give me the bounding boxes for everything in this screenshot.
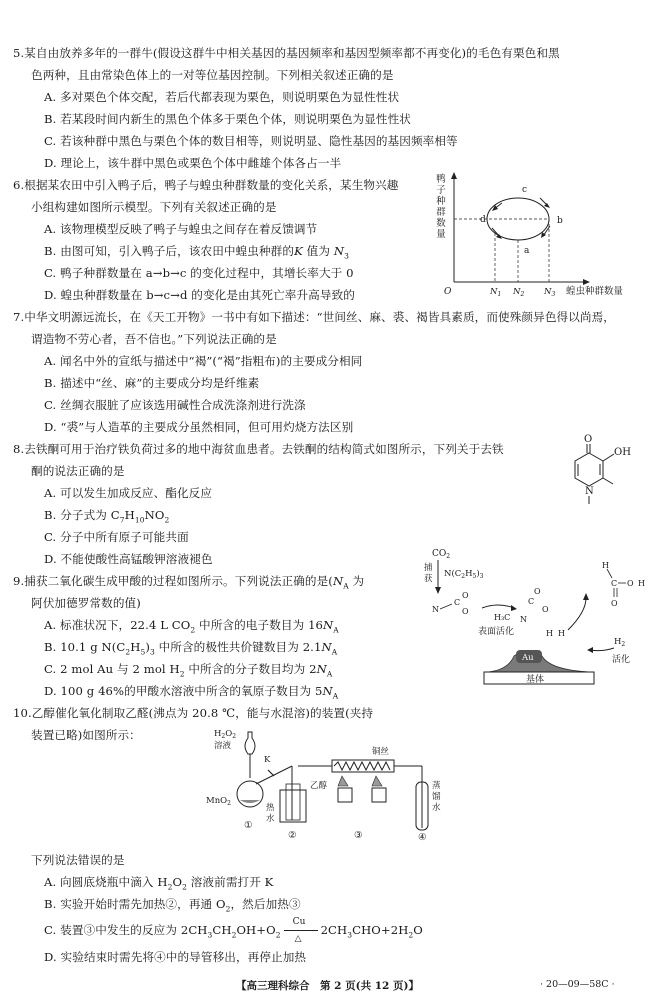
- q9-fig-h-b: H: [558, 629, 565, 638]
- q9-option-b-sub1: 2: [125, 647, 131, 657]
- q10-fig-solution: 溶液: [214, 741, 232, 751]
- q10-option-b-text: B. 实验开始时需先加热②，再通 O: [44, 897, 226, 911]
- q9-fig-h3c: H₃C: [494, 613, 511, 622]
- q10-option-c-sub3: 2: [275, 930, 281, 940]
- q9-fig-au-label: Au: [522, 653, 534, 663]
- q10-fig-round-flask: [237, 781, 263, 807]
- q6-y-arrow: [451, 172, 457, 179]
- q10-option-c-oh: OH+O: [236, 923, 276, 937]
- q9-fig-amine-sub3: 3: [479, 573, 484, 580]
- q6-option-b-text: B. 由图可知，引入鸭子后，该农田中蝗虫种群的: [44, 244, 295, 258]
- q6-option-b-n: N: [333, 244, 345, 258]
- q9-fig-capture-char: 获: [424, 574, 433, 584]
- q8-option-b-sub-c: 7: [119, 515, 125, 525]
- q9-option-b: [44, 639, 337, 655]
- q6-origin-label: O: [444, 287, 452, 297]
- q10-lead: 下列说法错误的是: [31, 853, 125, 867]
- q9-fig-h2-arrow: [590, 648, 614, 651]
- q9-co2-capture-figure: [418, 542, 646, 684]
- q9-option-b-paren: ): [145, 640, 150, 654]
- q8-option-b-sub-o: 2: [164, 515, 170, 525]
- q9-fig-int1-bond: [440, 604, 452, 609]
- footer-page-info: 【高三理科综合 第 2 页(共 12 页)】: [236, 980, 419, 992]
- q6-arrowhead-b: [544, 203, 550, 208]
- q10-fig-h2o2-o: O: [225, 729, 233, 739]
- q10-fig-distilled-char: 蒸: [432, 781, 441, 791]
- q9-stem-line1: [13, 573, 364, 589]
- q9-fig-amine-sub2: 5: [472, 573, 477, 580]
- page-footer: [0, 976, 652, 996]
- q8-option-b-text: B. 分子式为 C: [44, 508, 120, 522]
- q8-option-b-h: H: [124, 508, 135, 522]
- q10-fig-hot-water-bath: [280, 790, 306, 822]
- q9-fig-co2-sub: 2: [446, 553, 451, 560]
- q6-tick-n2-sub: 2: [520, 291, 525, 298]
- q9-fig-product-arrow: [568, 598, 586, 630]
- q6-tick-n1-n: N: [490, 287, 498, 297]
- q9-option-b-text: B. 10.1 g N(C: [44, 640, 126, 654]
- q6-tick-n1-sub: 1: [497, 291, 502, 298]
- q10-fig-h2o2-sub2: 2: [232, 733, 237, 740]
- q8-oh-bond: [603, 454, 614, 461]
- q6-option-c: C. 鸭子种群数量在 a→b→c 的变化过程中，其增长率大于 0: [44, 266, 354, 280]
- q9-stem-text: 9.捕获二氧化碳生成甲酸的过程如图所示。下列说法正确的是(: [13, 574, 333, 588]
- q9-fig-surface-label: 表面活化: [478, 627, 515, 637]
- q10-fig-copper-label: 铜丝: [372, 747, 390, 757]
- q9-fig-h-a: H: [546, 629, 553, 638]
- q10-option-c-text: C. 装置③中发生的反应为 2CH: [44, 923, 208, 937]
- q9-fig-c2: C: [528, 597, 535, 606]
- q10-fig-mno2-text: MnO: [206, 796, 228, 806]
- q6-tick-n2-n: N: [513, 287, 521, 297]
- q9-fig-co2: [432, 549, 450, 560]
- q10-fig-distilled-char: 馏: [432, 792, 441, 802]
- q6-y-label-char: 数: [436, 218, 446, 229]
- q9-fig-h2: [614, 637, 625, 648]
- q9-stem-line2: 阿伏加德罗常数的值): [31, 596, 141, 610]
- q8-option-c: C. 分子中所有原子可能共面: [44, 530, 189, 544]
- q6-tick-n3-n: N: [544, 287, 552, 297]
- q10-fig-h2o2: [214, 729, 236, 740]
- q10-fig-k-clamp: [268, 770, 274, 776]
- q10-fig-mno2-solid: [240, 800, 260, 803]
- q8-option-b-sub-h: 10: [134, 515, 145, 525]
- q6-point-c: c: [522, 185, 528, 195]
- q10-fig-label-2: ②: [288, 830, 297, 841]
- q10-fig-mno2-sub: 2: [227, 800, 231, 807]
- q6-y-label-char: 群: [436, 207, 446, 218]
- q6-tick-n2: [512, 287, 524, 298]
- q7-option-a: A. 闻名中外的宣纸与描述中“褐”(“褐”指粗布)的主要成分相同: [44, 354, 363, 368]
- q7-option-b: B. 描述中“丝、麻”的主要成分均是纤维素: [44, 376, 260, 390]
- q9-option-d: [44, 683, 338, 699]
- q9-fig-o4: O: [542, 605, 549, 614]
- q8-hydroxyl: OH: [614, 447, 631, 458]
- q6-option-d: D. 蝗虫种群数量在 b→c→d 的变化是由其死亡率升高导致的: [44, 288, 355, 302]
- q8-structure-figure: [560, 428, 640, 508]
- q9-fig-intermediate1-c: C: [454, 598, 461, 607]
- q9-fig-formic-bond1: [607, 569, 612, 578]
- q6-option-a: A. 该物理模型反映了鸭子与蝗虫之间存在着反馈调节: [44, 222, 318, 236]
- q10-option-a-o: O: [172, 875, 183, 889]
- q9-fig-formic-c: C: [611, 579, 618, 588]
- q10-apparatus-figure: [202, 724, 442, 844]
- q5-option-d: D. 理论上，该牛群中黑色或栗色个体中雌雄个体各占一半: [44, 156, 342, 170]
- q6-option-b: [44, 243, 349, 259]
- q9-option-d-n-sub: A: [332, 691, 339, 701]
- q9-fig-formic-h: H: [602, 561, 609, 570]
- q9-fig-amine-paren: ): [476, 569, 480, 579]
- q6-arrowhead-c: [492, 205, 498, 211]
- q5-stem-line1: 5.某自由放养多年的一群牛(假设这群牛中相关基因的基因频率和基因型频率都不再变化)的毛色有栗色和黑: [13, 46, 560, 60]
- q9-fig-amine: [444, 568, 484, 580]
- q7-stem-line1: 7.中华文明源远流长，在《天工开物》一书中有如下描述：“世间丝、麻、裘、褐皆具素质，而使殊颜异色得以尚焉，: [13, 310, 615, 324]
- q6-tick-n3-sub: 3: [551, 291, 556, 298]
- q10-option-a-sub2: 2: [182, 882, 187, 892]
- q5-option-a: A. 多对栗色个体交配，若后代都表现为栗色，则说明栗色为显性性状: [44, 90, 400, 104]
- q9-fig-product-arrowhead: [583, 593, 589, 600]
- q8-stem-line1: 8.去铁酮可用于治疗铁负荷过多的地中海贫血患者。去铁酮的结构简式如图所示，下列关于去铁: [13, 442, 504, 456]
- q10-option-c-sub5: 2: [408, 930, 414, 940]
- q9-fig-base-label: 基体: [526, 675, 545, 685]
- q9-fig-n2: N: [520, 615, 527, 624]
- q9-fig-capture-arrowhead: [435, 587, 441, 594]
- q10-option-a-end: 溶液前需打开 K: [186, 875, 274, 889]
- q9-fig-formic-o1: O: [627, 579, 634, 588]
- q10-fig-distilled-char: 水: [432, 803, 441, 813]
- q9-option-a-sub: 2: [190, 625, 196, 635]
- q10-fig-gas-tube1: [256, 766, 292, 784]
- q9-option-a-mid: 中所含的电子数目为 16: [195, 618, 324, 632]
- q10-option-b-sub: 2: [225, 904, 231, 914]
- q10-fig-burner2: [372, 788, 386, 802]
- q6-y-label-char: 鸭: [436, 174, 446, 185]
- q10-option-c-sub2: 2: [231, 930, 237, 940]
- q10-fig-mno2: [206, 796, 231, 807]
- q10-option-a: [44, 874, 273, 890]
- q9-fig-intermediate1-o: O: [462, 591, 469, 600]
- q10-option-c-ch2: CH: [212, 923, 232, 937]
- q6-y-label-char: 种: [436, 196, 446, 207]
- q8-option-d: D. 不能使酸性高锰酸钾溶液褪色: [44, 552, 213, 566]
- q10-option-c-cho: CHO+2H: [352, 923, 409, 937]
- q8-pyridinone-ring: [575, 453, 603, 486]
- q9-option-d-text: D. 100 g 46%的甲酸水溶液中所含的氧原子数目为 5: [44, 684, 323, 698]
- q10-fig-ethanol-tube: [286, 784, 300, 820]
- q10-option-c-sub4: 3: [347, 930, 353, 940]
- q10-option-c-catalyst: Cu: [292, 917, 306, 927]
- q10-fig-ethanol-label: 乙醇: [310, 781, 328, 791]
- q9-option-a-n: N: [323, 618, 334, 632]
- q9-fig-surface-arrow: [482, 605, 514, 608]
- q9-fig-o3: O: [534, 587, 541, 596]
- q10-fig-label-1: ①: [244, 820, 253, 831]
- q9-option-c-text: C. 2 mol Au 与 2 mol H: [44, 662, 180, 676]
- q5-stem-line2: 色两种，且由常染色体上的一对等位基因控制。下列相关叙述正确的是: [31, 68, 394, 82]
- q8-stem-line2: 酮的说法正确的是: [31, 464, 125, 478]
- q10-fig-hot-water-char: 水: [266, 814, 275, 824]
- q10-option-d: D. 实验结束时需先将④中的导管移出，再停止加热: [44, 950, 307, 964]
- q9-option-c-n: N: [316, 662, 327, 676]
- q6-option-b-n-sub: 3: [344, 251, 349, 261]
- q10-option-c-condition-arrow: [284, 917, 318, 944]
- q9-option-c-mid: 中所含的分子数目均为 2: [184, 662, 317, 676]
- q9-option-a: [44, 617, 339, 633]
- q9-stem-end: 为: [348, 574, 365, 588]
- q10-option-a-sub1: 2: [167, 882, 173, 892]
- q9-option-b-mid: 中所含的极性共价键数目为 2.1: [154, 640, 322, 654]
- q9-fig-co2-text: CO: [432, 549, 447, 559]
- q10-option-c: [44, 917, 423, 944]
- q6-point-d: d: [480, 215, 486, 225]
- q9-option-b-h: H: [130, 640, 141, 654]
- q9-fig-intermediate1-o2: O: [462, 607, 469, 616]
- q9-fig-surface-arrowhead: [511, 605, 517, 611]
- q9-option-a-n-sub: A: [333, 625, 339, 635]
- q9-option-b-n-sub: A: [331, 647, 338, 657]
- q8-option-b-no: NO: [144, 508, 165, 522]
- q6-tick-n3: [543, 287, 555, 298]
- q10-fig-h2o2-h: H: [214, 729, 222, 739]
- q5-option-b: B. 若某段时间内新生的黑色个体多于栗色个体，则说明栗色为显性性状: [44, 112, 412, 126]
- q10-option-c-sub1: 3: [207, 930, 213, 940]
- q8-nitrogen: N: [585, 486, 594, 497]
- q6-y-label: [436, 173, 446, 240]
- q9-fig-activate-label: 活化: [612, 655, 631, 665]
- q9-option-b-n: N: [321, 640, 332, 654]
- q8-carbonyl-o: O: [584, 434, 593, 445]
- q6-x-arrow: [583, 279, 590, 285]
- q10-fig-burner1-flame: [338, 776, 348, 786]
- q10-fig-label-4: ④: [418, 832, 427, 843]
- q9-fig-amine-n: N(C: [444, 569, 462, 579]
- q9-fig-capture-char: 捕: [424, 563, 433, 573]
- q9-option-a-text: A. 标准状况下，22.4 L CO: [44, 618, 191, 632]
- q9-fig-amine-h: H: [465, 569, 473, 579]
- q10-fig-k-label: K: [264, 755, 271, 765]
- q7-option-c: C. 丝绸衣服脏了应该选用碱性合成洗涤剂进行洗涤: [44, 398, 306, 412]
- q9-option-c-sub: 2: [179, 669, 185, 679]
- q9-fig-formic-o2: O: [611, 599, 618, 608]
- q6-y-label-char: 子: [436, 185, 446, 196]
- q10-fig-hot-water-char: 热: [266, 803, 275, 813]
- q10-stem-line2: 装置已略)如图所示：: [31, 728, 141, 742]
- q9-fig-h2-sub: 2: [621, 641, 626, 648]
- q8-option-a: A. 可以发生加成反应、酯化反应: [44, 486, 213, 500]
- q5-option-c: C. 若该种群中黑色与栗色个体的数目相等，则说明显、隐性基因的基因频率相等: [44, 134, 458, 148]
- q10-option-b: [44, 896, 301, 912]
- q9-option-c-n-sub: A: [326, 669, 333, 679]
- q10-fig-dropping-funnel: [245, 732, 255, 754]
- q10-option-b-end: ，然后加热③: [230, 897, 301, 911]
- q10-fig-combustion-tube: [332, 760, 394, 772]
- q8-option-b: [44, 507, 169, 523]
- footer-code: · 20—09—58C ·: [540, 979, 615, 990]
- q10-fig-label-3: ③: [354, 830, 363, 841]
- q10-option-c-heat: △: [294, 934, 302, 944]
- q9-option-b-sub2: 5: [140, 647, 146, 657]
- q8-methyl-bond: [603, 478, 613, 484]
- q6-point-b: b: [557, 216, 563, 226]
- q9-fig-formic-h2: H: [638, 579, 645, 588]
- q9-fig-amine-sub1: 2: [461, 573, 466, 580]
- q9-stem-na: N: [332, 574, 344, 588]
- q6-y-label-char: 量: [436, 229, 446, 240]
- q6-stem-line1: 6.根据某农田中引入鸭子后，鸭子与蝗虫种群数量的变化关系，某生物兴趣: [13, 178, 399, 192]
- q10-fig-h2o2-sub1: 2: [221, 733, 226, 740]
- q10-fig-burner1: [338, 788, 352, 802]
- q9-option-c: [44, 661, 332, 677]
- q10-option-a-text: A. 向圆底烧瓶中滴入 H: [44, 875, 168, 889]
- q9-option-d-n: N: [322, 684, 333, 698]
- q9-stem-na-sub: A: [343, 581, 349, 591]
- q10-option-c-product: 2CH: [320, 923, 348, 937]
- q10-stem-line1: 10.乙醇催化氧化制取乙醛(沸点为 20.8 ℃，能与水混溶)的装置(夹持: [13, 706, 374, 720]
- q6-tick-n1: [489, 287, 501, 298]
- q7-option-d: D. “裘”与人造革的主要成分虽然相同，但可用灼烧方法区别: [44, 420, 354, 434]
- q10-fig-burner2-flame: [372, 776, 382, 786]
- q9-fig-intermediate1-n: N: [432, 605, 439, 614]
- q9-fig-h2-arrowhead: [587, 647, 593, 653]
- q10-option-c-o: O: [413, 923, 423, 937]
- q7-stem-line2: 谓造物不劳心者，吾不信也。”下列说法正确的是: [31, 332, 277, 346]
- q6-option-b-k: K: [294, 244, 303, 258]
- q6-model-figure: [428, 170, 643, 300]
- q9-option-b-sub3: 3: [149, 647, 155, 657]
- q6-x-label: 蝗虫种群数量: [566, 286, 624, 297]
- q6-option-b-mid: 值为: [302, 244, 334, 258]
- q6-stem-line2: 小组构建如图所示模型。下列有关叙述正确的是: [31, 200, 277, 214]
- q6-point-a: a: [524, 246, 530, 256]
- q9-fig-h2-text: H: [614, 637, 622, 647]
